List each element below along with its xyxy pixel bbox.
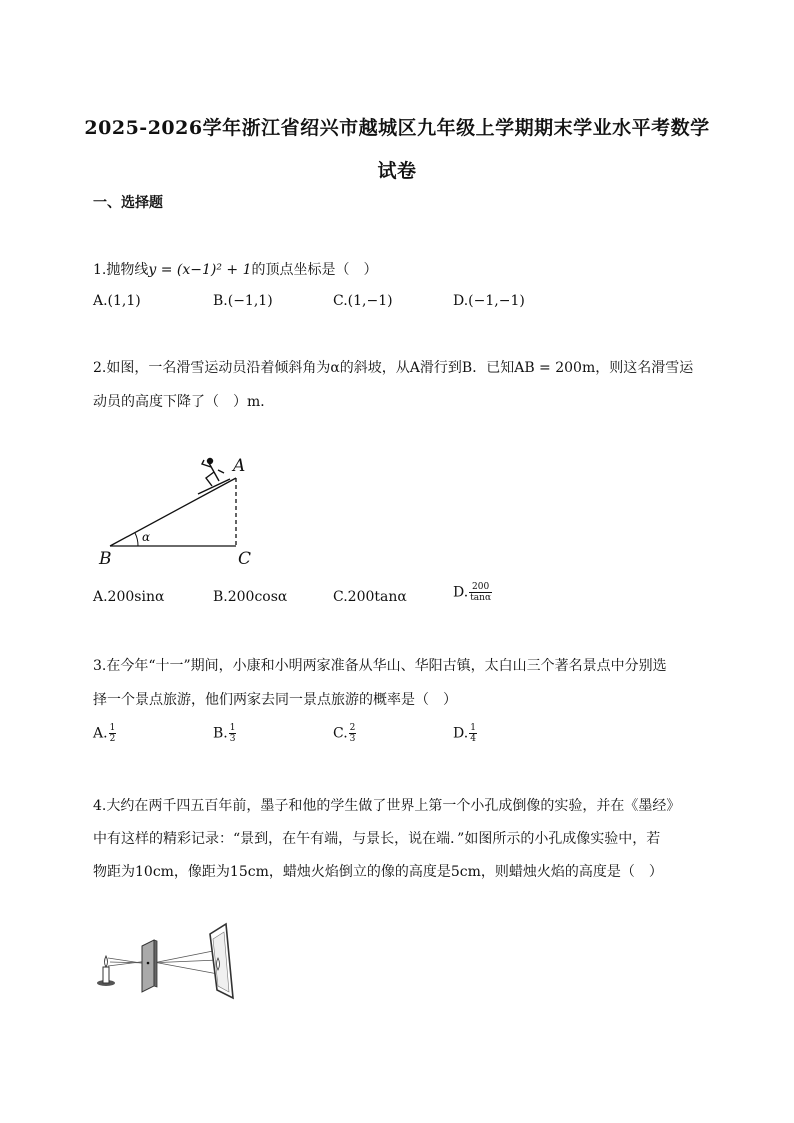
q2-option-d[interactable]	[453, 582, 492, 603]
slope-figure	[90, 450, 270, 570]
q2-option-d-prefix: D.	[453, 584, 469, 601]
fraction-numerator: 2	[349, 723, 356, 733]
skier-icon	[198, 459, 230, 495]
fraction-numerator: 1	[229, 723, 236, 733]
q1-prefix: 1.抛物线	[93, 262, 149, 278]
exam-title-line1: 2025-2026学年浙江省绍兴市越城区九年级上学期期末学业水平考数学	[84, 117, 710, 139]
question-3-stem-line1: 3.在今年“十一”期间，小康和小明两家准备从华山、华阳古镇，太白山三个著名景点中分别选	[93, 658, 667, 674]
q2-option-a[interactable]: A.200sinα	[93, 589, 165, 605]
question-1-stem	[93, 259, 378, 279]
q1-suffix: 的顶点坐标是（ ）	[251, 262, 378, 278]
fraction-denominator: tanα	[470, 593, 492, 603]
fraction-numerator: 1	[470, 723, 476, 733]
figure-label-c: C	[238, 549, 252, 569]
q2-option-d-fraction	[469, 582, 492, 603]
question-4-stem-line1: 4.大约在两千四五百年前，墨子和他的学生做了世界上第一个小孔成倒像的实验，并在《墨经》	[93, 798, 681, 814]
question-2-stem-line1: 2.如图，一名滑雪运动员沿着倾斜角为α的斜坡，从A滑行到B．已知AB = 200m，则这名滑雪运	[93, 360, 694, 376]
q3-option-fraction	[109, 723, 117, 744]
q1-option-c[interactable]: C.(1,−1)	[333, 293, 393, 309]
q3-option-d[interactable]	[453, 723, 477, 744]
figure-label-b: B	[99, 549, 112, 569]
section-heading: 一、选择题	[93, 195, 163, 211]
q3-option-c[interactable]	[333, 723, 356, 744]
fraction-denominator: 3	[349, 734, 356, 744]
q3-option-fraction	[469, 723, 477, 744]
exam-title-line2: 试卷	[377, 160, 417, 182]
fraction-numerator: 200	[469, 582, 492, 593]
q1-option-d[interactable]: D.(−1,−1)	[453, 293, 525, 309]
candle-icon	[97, 956, 115, 986]
q3-option-a[interactable]	[93, 723, 116, 744]
q1-formula: y = (x−1)² + 1	[148, 262, 252, 278]
fraction-denominator: 3	[229, 734, 236, 744]
q2-option-b[interactable]: B.200cosα	[213, 589, 288, 605]
q1-option-a[interactable]: A.(1,1)	[93, 293, 141, 309]
fraction-numerator: 1	[109, 723, 116, 733]
q3-option-fraction	[349, 723, 357, 744]
q3-option-b[interactable]	[213, 723, 236, 744]
q3-option-prefix: A.	[93, 725, 108, 742]
q3-option-prefix: B.	[213, 725, 228, 742]
figure-label-a: A	[233, 456, 246, 476]
q1-option-b[interactable]: B.(−1,1)	[213, 293, 273, 309]
pinhole-board	[142, 940, 157, 992]
pinhole-camera-figure	[90, 920, 250, 1005]
fraction-denominator: 2	[109, 734, 116, 744]
fraction-denominator: 4	[470, 734, 476, 744]
image-screen	[210, 924, 233, 998]
q3-option-prefix: D.	[453, 725, 469, 742]
question-3-stem-line2: 择一个景点旅游，他们两家去同一景点旅游的概率是（ ）	[93, 692, 457, 708]
q3-option-prefix: C.	[333, 725, 348, 742]
question-4-stem-line2: 中有这样的精彩记录：“景到，在午有端，与景长，说在端．”如图所示的小孔成像实验中，若	[93, 831, 661, 847]
q2-option-c[interactable]: C.200tanα	[333, 589, 407, 605]
question-4-stem-line3: 物距为10cm，像距为15cm，蜡烛火焰倒立的像的高度是5cm，则蜡烛火焰的高度是（ ）	[93, 864, 663, 880]
figure-label-alpha: α	[142, 530, 151, 544]
question-2-stem-line2: 动员的高度下降了（ ）m．	[93, 394, 275, 410]
q3-option-fraction	[229, 723, 237, 744]
